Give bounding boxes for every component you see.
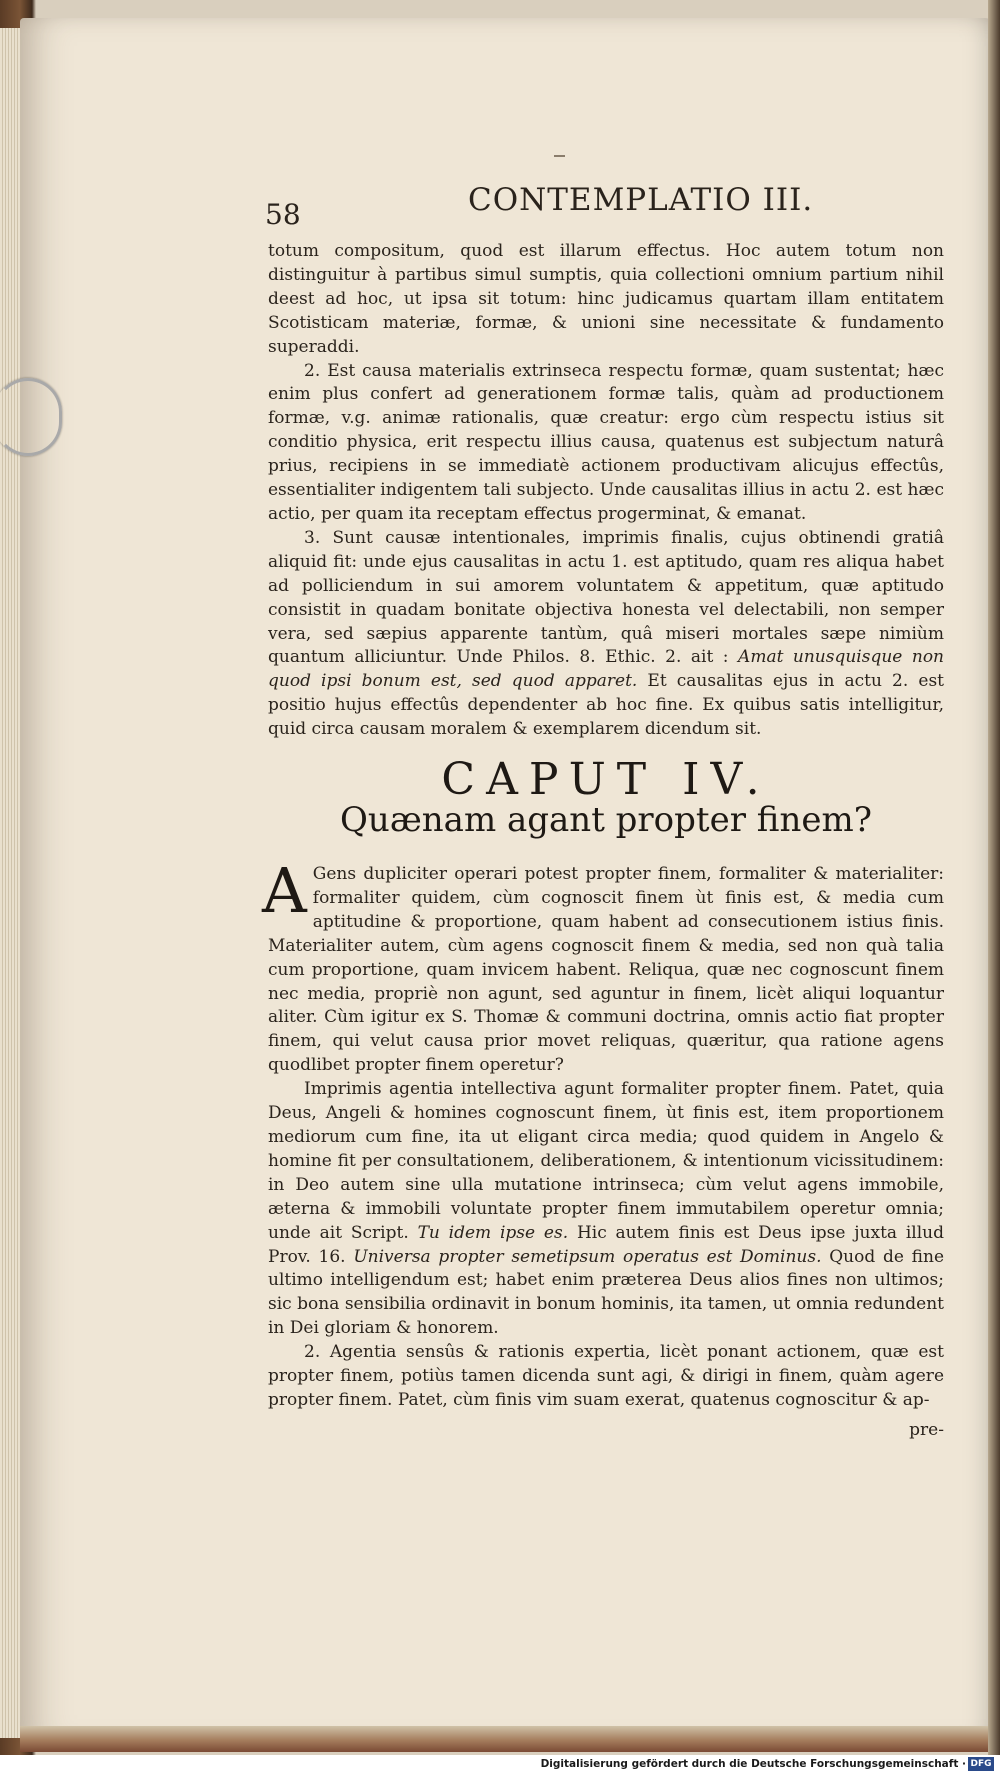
paragraph	[262, 854, 944, 1078]
paragraph	[268, 1078, 944, 1341]
paragraph-text: Imprimis agentia intellectiva agunt formaliter propter finem. Patet, quia Deus, Angeli & homines cognoscunt finem, ùt finis est, item proportionem mediorum cum fine, ita ut eligant circa media; quod quidem in Angelo & homine fit per consultationem, deliberationem, & intentionum vicissitudinem: in Deo autem sine ulla mutatione intrinseca; cùm velut agens immobile, æterna & immobili voluntate propter finem immutabilem operetur omnia; unde ait Script.	[268, 1079, 944, 1243]
chapter-title: CAPUT IV.	[441, 754, 771, 805]
paragraph: totum compositum, quod est illarum effectus. Hoc autem totum non distinguitur à partibus simul sumptis, quia collectioni omnium partium nihil deest ad hoc, ut ipsa sit totum: hinc judicamus quartam illam entitatem Scotisticam materiæ, formæ, & unioni sine necessitate & fundamento superaddi.	[268, 241, 944, 357]
paragraph-text: Gens dupliciter operari potest propter finem, formaliter & materialiter: formaliter quidem, cùm cognoscit finem ùt finis est, & media cum aptitudine & proportione, quam habent ad consecutionem istius finis. Materialiter autem, cùm agens cognoscit finem & media, sed non quà talia cum proportione, quam invicem habent. Reliqua, quæ nec cognoscunt finem nec media, propriè non agunt, sed aguntur in finem, licèt aliqui loquantur aliter. Cùm igitur ex S. Thomæ & communi doctrina, omnis actio fiat propter finem, qui velut causa prior movet reliquas, quæritur, qua ratione agens quodlibet propter finem operetur?	[268, 864, 944, 1076]
body-text-chapter	[262, 854, 945, 1413]
paragraph-text: Quod de fine ultimo intelligendum est; habet enim præterea Deus alios fines non ultimos; sic bona sensibilia ordinavit in bonum hominis, ita tamen, ut omnia redundent in Dei gloriam & honorem.	[268, 1246, 944, 1339]
paragraph	[268, 527, 944, 742]
chapter-subtitle: Quænam agant propter finem?	[340, 800, 872, 840]
quotation: Universa propter semetipsum operatus est Dominus.	[353, 1246, 822, 1267]
paragraph: 2. Agentia sensûs & rationis expertia, licèt ponant actionem, quæ est propter finem, potiùs tamen dicenda sunt agi, & dirigi in finem, quàm agere propter finem. Patet, cùm finis vim suam exerat, quatenus cognoscitur & ap-	[268, 1342, 944, 1410]
running-head: CONTEMPLATIO III.	[468, 182, 814, 218]
page-number: 58	[265, 198, 301, 231]
center-mark	[554, 155, 565, 157]
dfg-logo: DFG	[968, 1757, 994, 1771]
catch-word: pre-	[909, 1420, 944, 1440]
quotation: Tu idem ipse es.	[417, 1222, 569, 1243]
bookmark-clip	[0, 378, 62, 456]
drop-cap: A	[262, 854, 307, 927]
body-text-top	[268, 240, 944, 742]
paragraph-text: 3. Sunt causæ intentionales, imprimis finalis, cujus obtinendi gratiâ aliquid fit: unde ejus causalitas in actu 1. est aptitudo, quam res aliqua habet ad polliciendum in sui amorem voluntatem & appetitum, quæ aptitudo consistit in quadam bonitate objectiva honesta vel delectabili, non semper vera, sed sæpius apparente tantùm, quâ miseri mortales sæpe nimiùm quantum alliciuntur. Unde Philos. 8. Ethic. 2. ait :	[268, 527, 944, 668]
paragraph-text: Hic autem finis est Deus ipse juxta illud Prov. 16.	[268, 1222, 945, 1267]
book-bottom-edge	[20, 1726, 1000, 1752]
paragraph: 2. Est causa materialis extrinseca respectu formæ, quam sustentat; hæc enim plus confert ad generationem formæ talis, quàm ad productionem formæ, v.g. animæ rationalis, quæ creatur: ergo cùm respectu istius sit conditio physica, erit respectu illius causa, quatenus est subjectum naturâ prius, recipiens in se immediatè actionem productivam alicujus effectûs, essentialiter indigentem tali subjecto. Unde causalitas illius in actu 2. est hæc actio, per quam ita receptam effectus progerminat, & emanat.	[268, 360, 944, 524]
paragraph-text: Et causalitas ejus in actu 2. est positio hujus effectûs dependenter ab hoc fine. Ex quibus satis intelligitur, quid circa causam moralem & exemplarem dicendum sit.	[268, 671, 944, 740]
footer-credit: Digitalisierung gefördert durch die Deutsche Forschungsgemeinschaft ·	[540, 1758, 966, 1770]
book-right-edge	[988, 0, 1000, 1755]
quotation: Amat unusquisque non quod ipsi bonum est, sed quod apparet.	[268, 647, 944, 692]
